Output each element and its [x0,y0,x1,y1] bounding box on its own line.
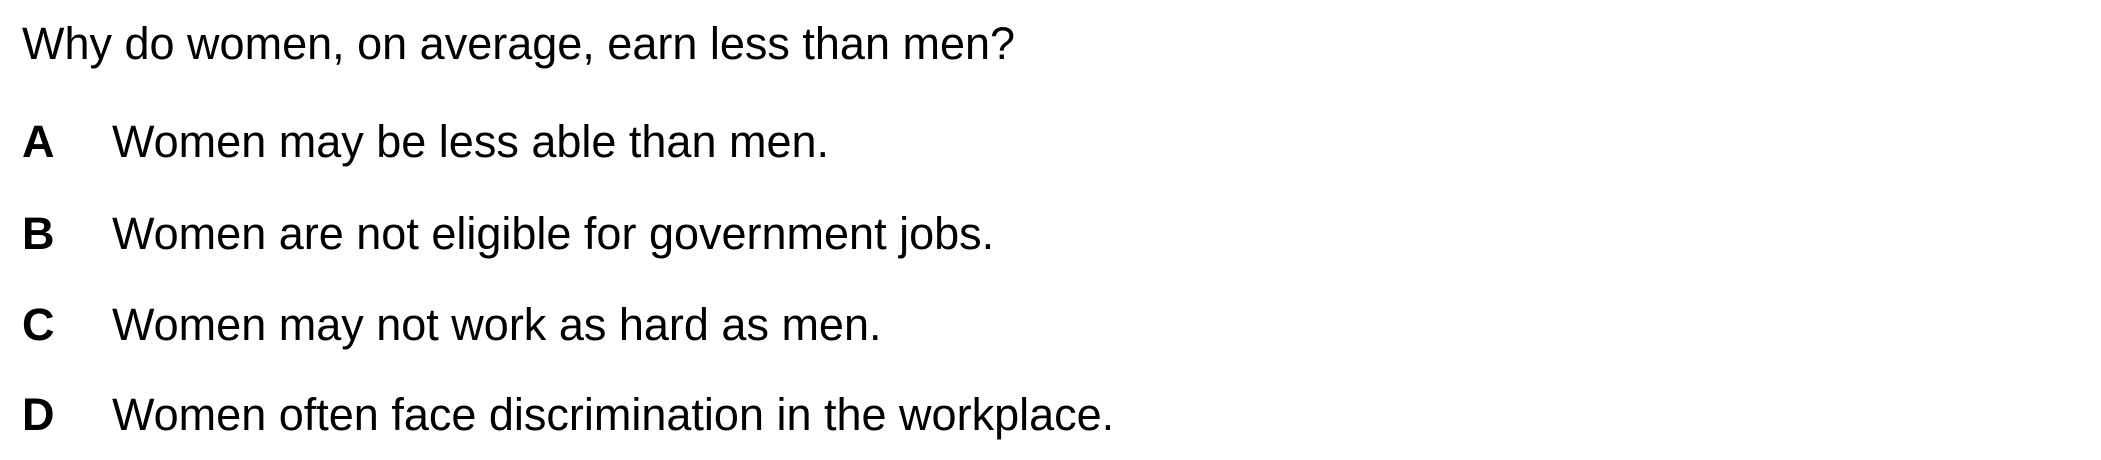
option-text-b: Women are not eligible for government jobs. [112,208,995,259]
option-text-c: Women may not work as hard as men. [112,299,882,350]
option-letter-a: A [22,116,55,167]
option-letter-c: C [22,299,55,350]
option-letter-b: B [22,208,55,259]
question-text: Why do women, on average, earn less than men? [22,18,1016,69]
option-letter-d: D [22,389,55,440]
option-text-a: Women may be less able than men. [112,116,830,167]
option-text-d: Women often face discrimination in the workplace. [112,389,1115,440]
